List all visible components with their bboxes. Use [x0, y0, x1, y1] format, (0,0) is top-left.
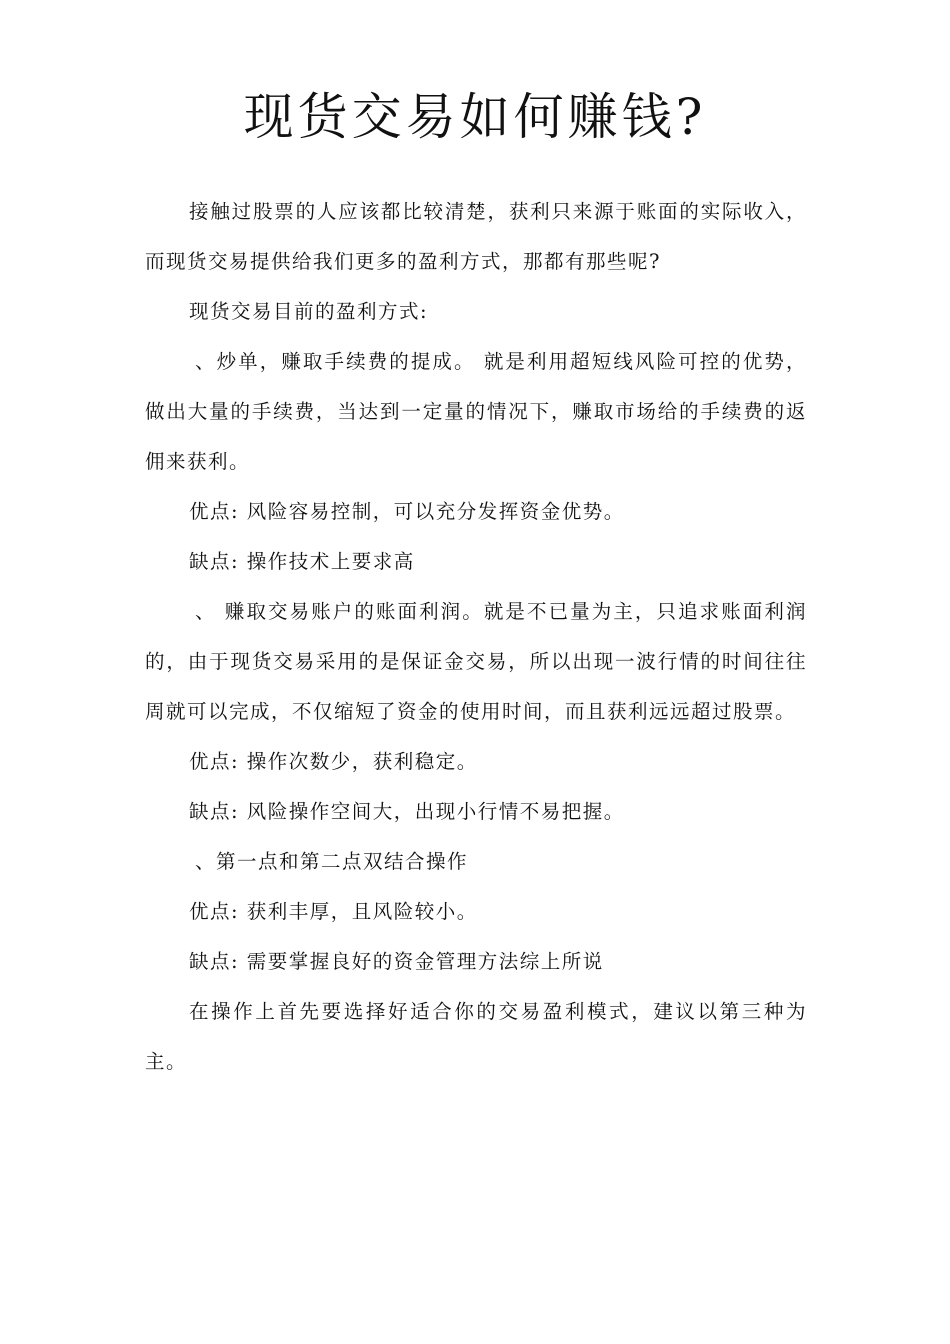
document-body [145, 187, 807, 1087]
method-2-paragraph: 、 赚取交易账户的账面利润。就是不已量为主，只追求账面利润的，由于现货交易采用的是保证金交易，所以出现一波行情的时间往往 周就可以完成，不仅缩短了资金的使用时间，而且获利远远超过股票。 [145, 600, 807, 723]
method-3-paragraph: 、第一点和第二点双结合操作 [195, 850, 469, 873]
method-2-cons: 缺点: 风险操作空间大，出现小行情不易把握。 [189, 800, 625, 823]
method-1-cons: 缺点: 操作技术上要求高 [189, 550, 415, 573]
method-1-pros: 优点: 风险容易控制，可以充分发挥资金优势。 [189, 500, 625, 523]
method-3-cons: 缺点: 需要掌握良好的资金管理方法综上所说 [189, 950, 604, 973]
method-3-pros: 优点: 获利丰厚，且风险较小。 [189, 900, 478, 923]
method-1-paragraph: 、炒单，赚取手续费的提成。 就是利用超短线风险可控的优势，做出大量的手续费，当达到一定量的情况下，赚取市场给的手续费的返佣来获利。 [145, 350, 807, 473]
methods-heading: 现货交易目前的盈利方式: [189, 300, 429, 323]
method-2-pros: 优点: 操作次数少，获利稳定。 [189, 750, 478, 773]
document-title: 现货交易如何赚钱? [243, 88, 707, 146]
intro-paragraph: 接触过股票的人应该都比较清楚，获利只来源于账面的实际收入，而现货交易提供给我们更多的盈利方式，那都有那些呢? [145, 200, 807, 273]
conclusion-paragraph: 在操作上首先要选择好适合你的交易盈利模式，建议以第三种为主。 [145, 1000, 807, 1073]
